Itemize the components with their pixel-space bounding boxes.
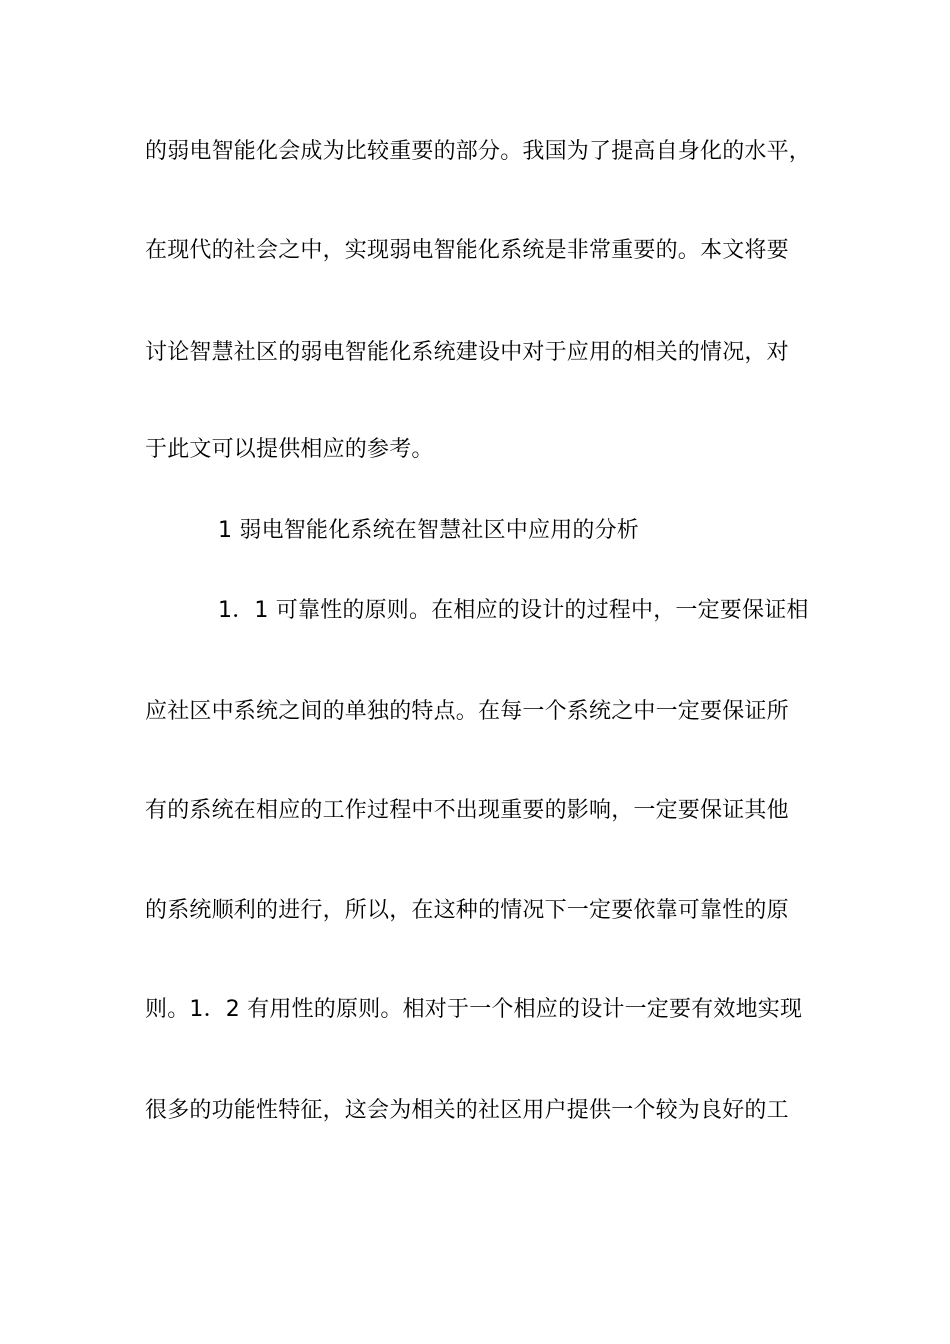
body-text-line-8: 有的系统在相应的工作过程中不出现重要的影响，一定要保证其他	[145, 798, 789, 823]
body-text-line-1: 的弱电智能化会成为比较重要的部分。我国为了提高自身化的水平，	[145, 139, 812, 164]
body-text-line-2: 在现代的社会之中，实现弱电智能化系统是非常重要的。本文将要	[145, 238, 789, 263]
section-heading: 1 弱电智能化系统在智慧社区中应用的分析	[218, 518, 639, 543]
body-text-line-10: 则。1．2 有用性的原则。相对于一个相应的设计一定要有效地实现	[145, 997, 803, 1022]
body-text-line-4: 于此文可以提供相应的参考。	[145, 437, 434, 462]
body-text-line-6: 1．1 可靠性的原则。在相应的设计的过程中，一定要保证相	[218, 598, 809, 623]
body-text-line-3: 讨论智慧社区的弱电智能化系统建设中对于应用的相关的情况，对	[145, 340, 789, 365]
body-text-line-9: 的系统顺利的进行，所以，在这种的情况下一定要依靠可靠性的原	[145, 898, 789, 923]
body-text-line-7: 应社区中系统之间的单独的特点。在每一个系统之中一定要保证所	[145, 699, 789, 724]
body-text-line-11: 很多的功能性特征，这会为相关的社区用户提供一个较为良好的工	[145, 1098, 789, 1123]
